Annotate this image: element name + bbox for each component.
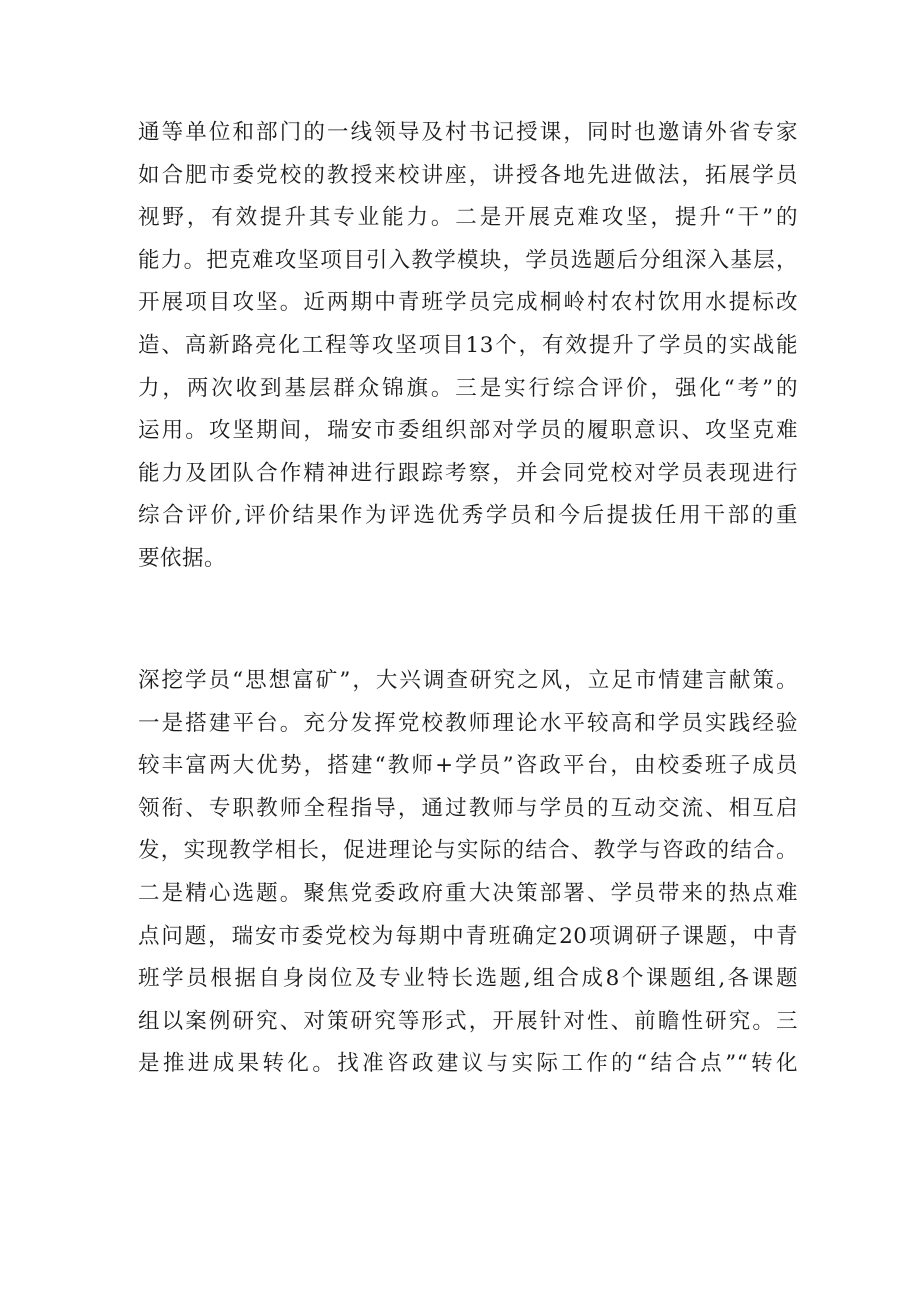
text-line: 点问题，瑞安市委党校为每期中青班确定20项调研子课题，中青: [138, 923, 798, 949]
text-line: 通等单位和部门的一线领导及村书记授课，同时也邀请外省专家: [138, 120, 798, 145]
text-line: 较丰富两大优势，搭建“教师+学员”咨政平台，由校委班子成员: [138, 753, 798, 779]
text-line: 综合评价,评价结果作为评选优秀学员和今后提拔任用干部的重: [138, 503, 798, 529]
text-line: 领衔、专职教师全程指导，通过教师与学员的互动交流、相互启: [138, 795, 798, 821]
text-line: 一是搭建平台。充分发挥党校教师理论水平较高和学员实践经验: [138, 710, 798, 736]
text-line: 是推进成果转化。找准咨政建议与实际工作的“结合点”“转化: [138, 1051, 798, 1077]
text-line: 造、高新路亮化工程等攻坚项目13个，有效提升了学员的实战能: [138, 332, 798, 358]
text-line: 能力。把克难攻坚项目引入教学模块，学员选题后分组深入基层，: [138, 247, 798, 273]
text-line: 力，两次收到基层群众锦旗。三是实行综合评价，强化“考”的: [138, 375, 798, 401]
text-line: 深挖学员“思想富矿”，大兴调查研究之风，立足市情建言献策。: [138, 668, 798, 693]
text-line: 发，实现教学相长，促进理论与实际的结合、教学与咨政的结合。: [138, 838, 798, 864]
text-line: 组以案例研究、对策研究等形式，开展针对性、前瞻性研究。三: [138, 1008, 798, 1034]
text-line: 开展项目攻坚。近两期中青班学员完成桐岭村农村饮用水提标改: [138, 290, 798, 316]
text-line: 班学员根据自身岗位及专业特长选题,组合成8个课题组,各课题: [138, 966, 798, 992]
text-line: 要依据。: [138, 545, 227, 571]
paragraph-1: [138, 112, 798, 581]
text-line: 二是精心选题。聚焦党委政府重大决策部署、学员带来的热点难: [138, 880, 798, 906]
text-line: 能力及团队合作精神进行跟踪考察，并会同党校对学员表现进行: [138, 460, 798, 486]
text-line: 如合肥市委党校的教授来校讲座，讲授各地先进做法，拓展学员: [138, 162, 798, 188]
text-line: 视野，有效提升其专业能力。二是开展克难攻坚，提升“干”的: [138, 205, 798, 231]
paragraph-2: [138, 660, 798, 1086]
text-line: 运用。攻坚期间，瑞安市委组织部对学员的履职意识、攻坚克难: [138, 418, 798, 444]
